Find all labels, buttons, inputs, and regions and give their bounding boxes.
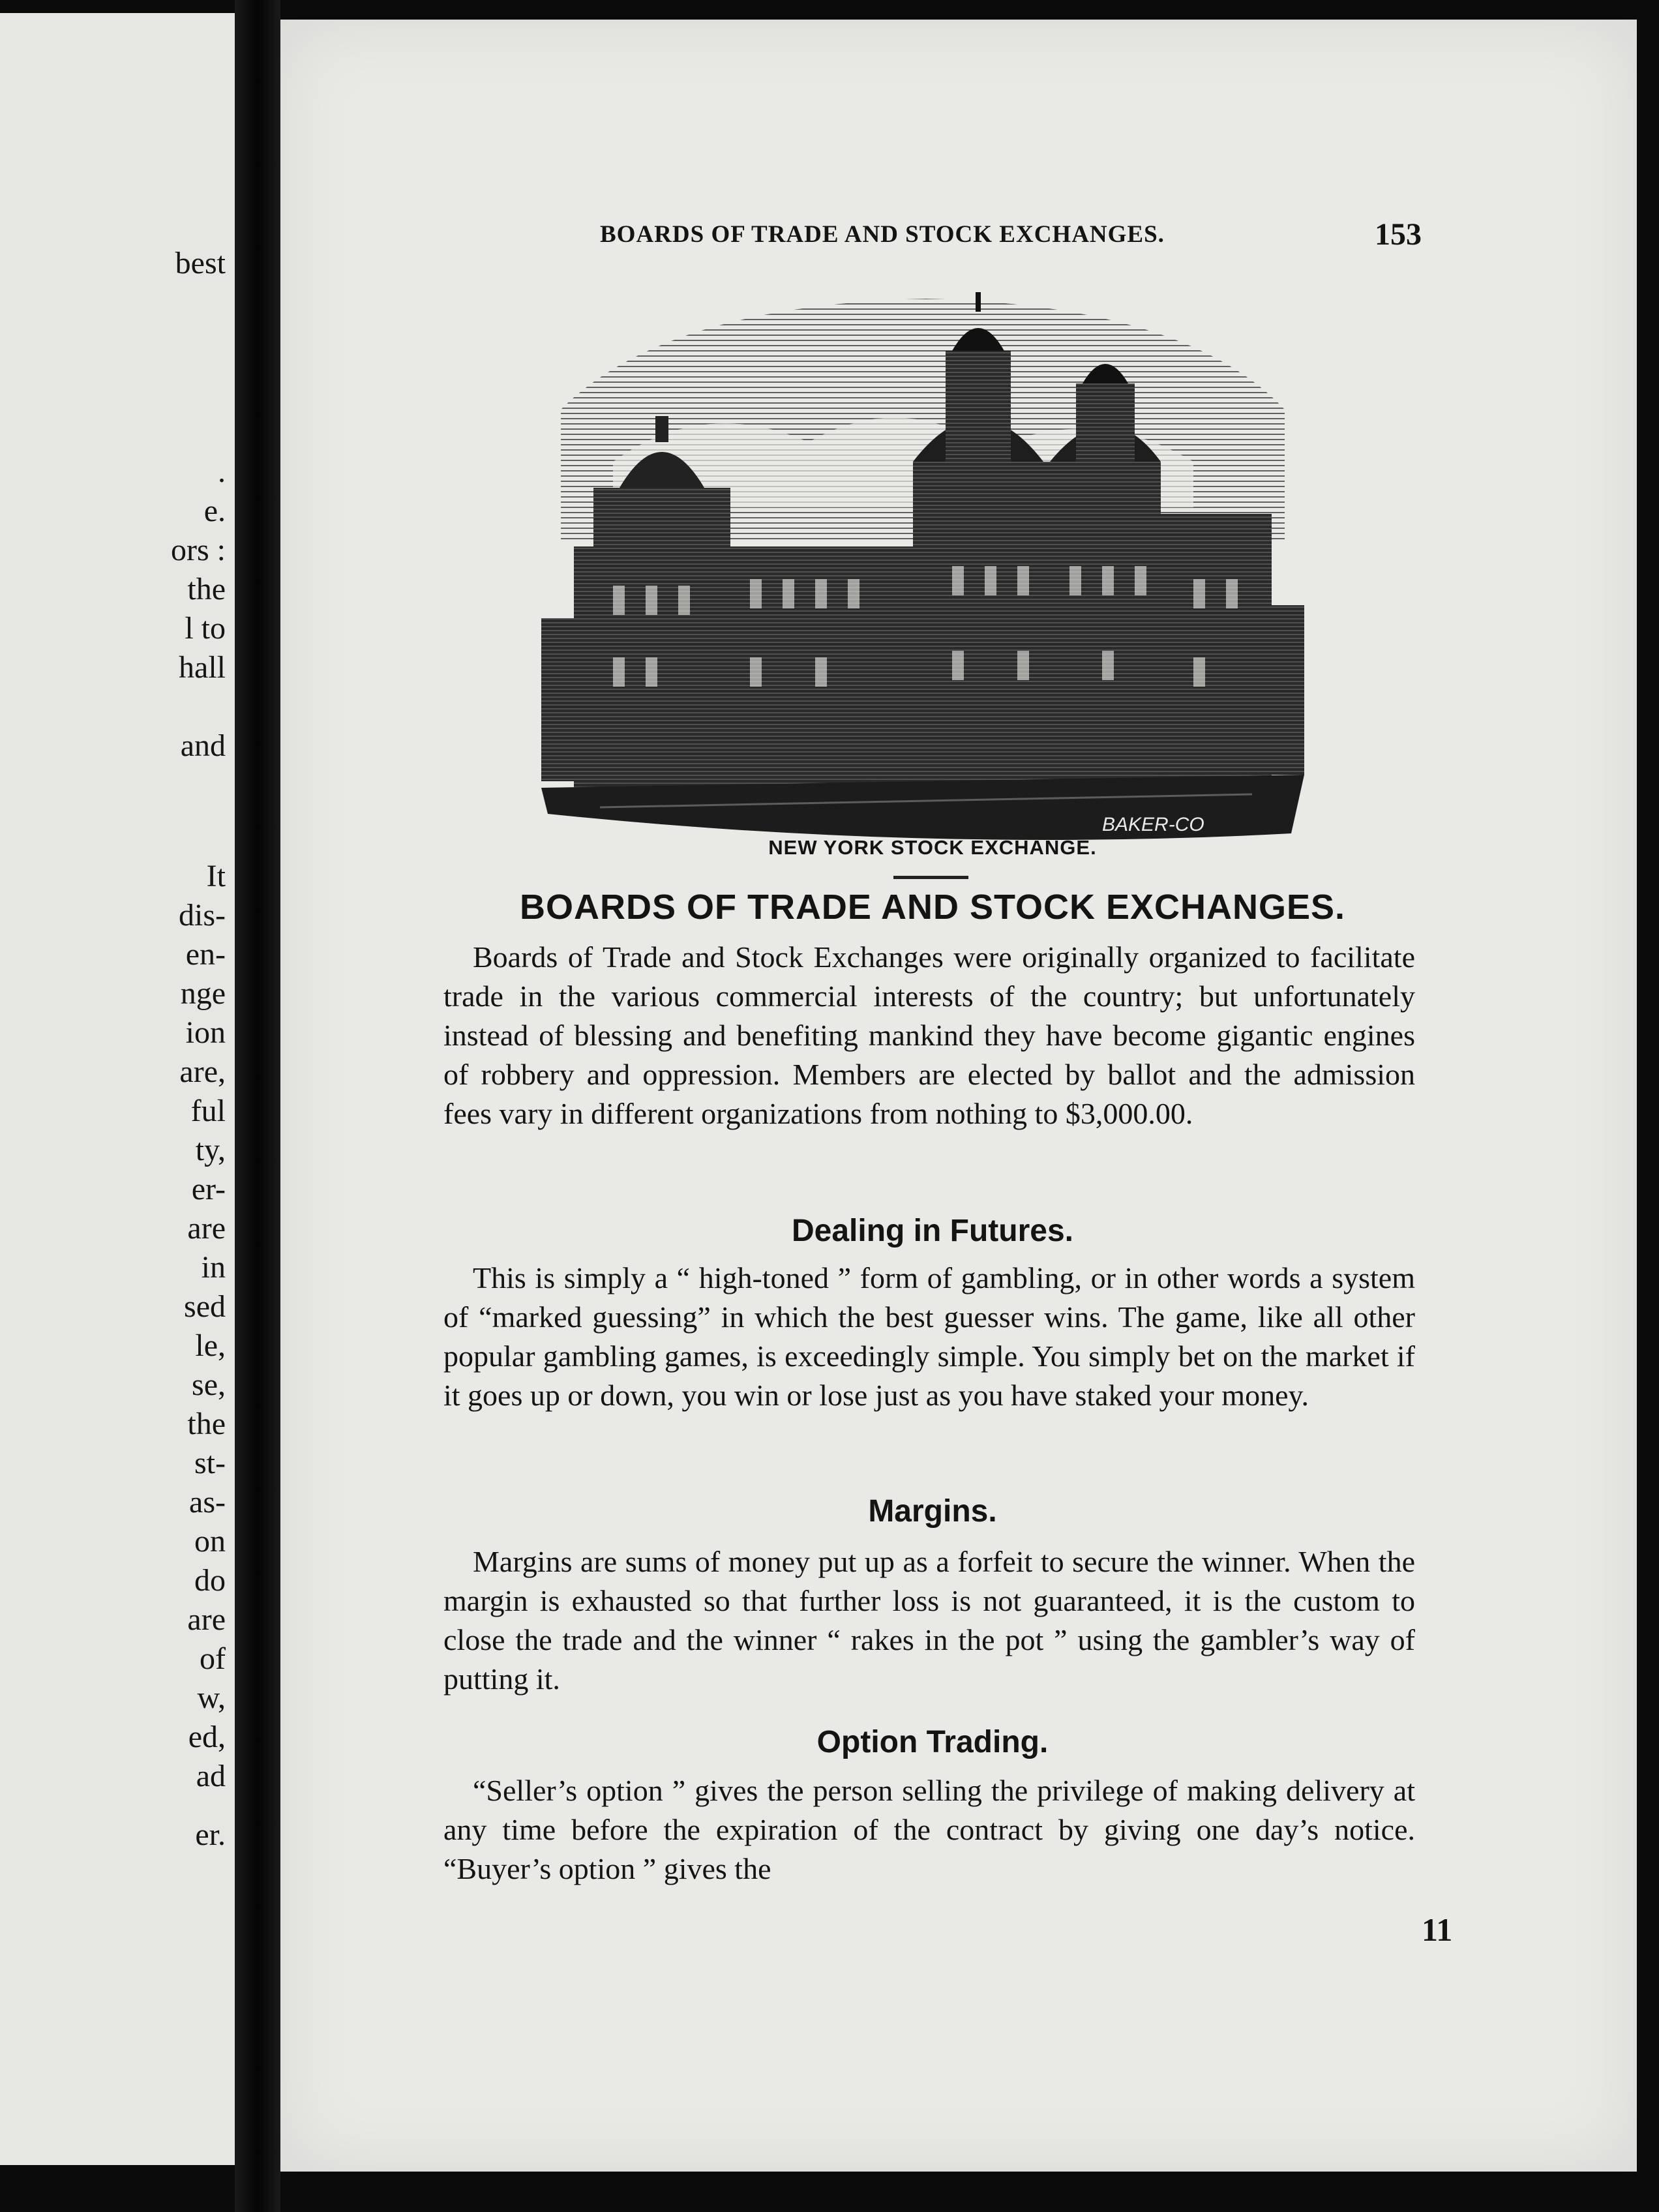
facing-page-text-fragment: . <box>218 455 226 489</box>
stock-exchange-engraving <box>535 292 1311 840</box>
page-number: 153 <box>1375 217 1422 252</box>
facing-page-text-fragment: en- <box>185 937 226 972</box>
facing-page-text-fragment: sed <box>184 1289 226 1324</box>
illustration-caption: NEW YORK STOCK EXCHANGE. <box>768 836 1097 859</box>
facing-page-fragment <box>0 13 235 2165</box>
facing-page-text-fragment: ad <box>196 1759 226 1793</box>
facing-page-text-fragment: hall <box>179 650 226 685</box>
facing-page-text-fragment: w, <box>197 1681 226 1715</box>
facing-page-text-fragment: ty, <box>195 1133 226 1167</box>
section-body-margins: Margins are sums of money put up as a forfeit to secure the winner. When the margin is exhausted so that further loss is not guaranteed, it is the custom to close the trade and the winner “ rakes in the pot ” using the gambler’s way of putting it. <box>443 1545 1415 1696</box>
facing-page-text-fragment: se, <box>192 1368 226 1402</box>
facing-page-text-fragment: do <box>194 1563 226 1598</box>
book-page <box>280 20 1637 2172</box>
facing-page-text-fragment: ful <box>190 1094 226 1128</box>
facing-page-text-fragment: dis- <box>179 898 226 933</box>
facing-page-text-fragment: e. <box>203 494 226 528</box>
facing-page-text-fragment: st- <box>194 1446 226 1480</box>
facing-page-text-fragment: er- <box>191 1172 226 1206</box>
facing-page-text-fragment: nge <box>180 976 226 1011</box>
facing-page-text-fragment: er. <box>195 1817 226 1852</box>
facing-page-text-fragment: are <box>187 1602 226 1637</box>
facing-page-text-fragment: l to <box>185 611 226 646</box>
facing-page-text-fragment: and <box>180 728 226 763</box>
facing-page-text-fragment: best <box>175 246 226 280</box>
facing-page-text-fragment: of <box>200 1641 226 1676</box>
section-body-option-trading: “Seller’s option ” gives the person selling the privilege of making delivery at any time before the expiration of the contract by giving one day’s notice. “Buyer’s option ” gives the <box>443 1774 1415 1885</box>
divider <box>893 876 968 879</box>
facing-page-text-fragment: le, <box>195 1328 226 1363</box>
section-body-futures: This is simply a “ high-toned ” form of gambling, or in other words a system of “marked guessing” in which the best guesser wins. The game, like all other popular gambling games, is exceedingly simple. You simply bet on the market if it goes up or down, you win or lose just as you have staked your money. <box>443 1261 1415 1412</box>
running-title: BOARDS OF TRADE AND STOCK EXCHANGES. <box>600 221 1165 248</box>
facing-page-text-fragment: It <box>206 859 226 893</box>
chapter-heading: BOARDS OF TRADE AND STOCK EXCHANGES. <box>519 888 1346 927</box>
facing-page-text-fragment: are, <box>179 1054 226 1089</box>
running-head <box>424 217 1441 266</box>
signature-mark: 11 <box>1422 1911 1453 1948</box>
book-spine <box>235 0 280 2212</box>
facing-page-text-fragment: the <box>187 572 226 606</box>
section-heading-option-trading: Option Trading. <box>816 1725 1049 1759</box>
section-heading-futures: Dealing in Futures. <box>791 1214 1074 1248</box>
facing-page-text-fragment: in <box>201 1250 226 1285</box>
facing-page-text-fragment: as- <box>189 1485 226 1519</box>
intro-paragraph: Boards of Trade and Stock Exchanges were originally organized to facilitate trade in the various commercial interests of the country; but unfortunately instead of blessing and benefiting mankind they have become gigantic engines of robbery and oppression. Members are elected by ballot and the admission fees vary in different organizations from nothing to $3,000.00. <box>443 940 1415 1130</box>
facing-page-text-fragment: the <box>187 1407 226 1441</box>
section-heading-margins: Margins. <box>868 1494 997 1529</box>
facing-page-text-fragment: ed, <box>188 1720 226 1754</box>
facing-page-text-fragment: ors : <box>171 533 226 567</box>
facing-page-text-fragment: ion <box>185 1015 226 1050</box>
facing-page-text-fragment: on <box>194 1524 226 1559</box>
facing-page-text-fragment: are <box>187 1211 226 1246</box>
engraver-signature: BAKER-CO <box>1102 814 1204 835</box>
